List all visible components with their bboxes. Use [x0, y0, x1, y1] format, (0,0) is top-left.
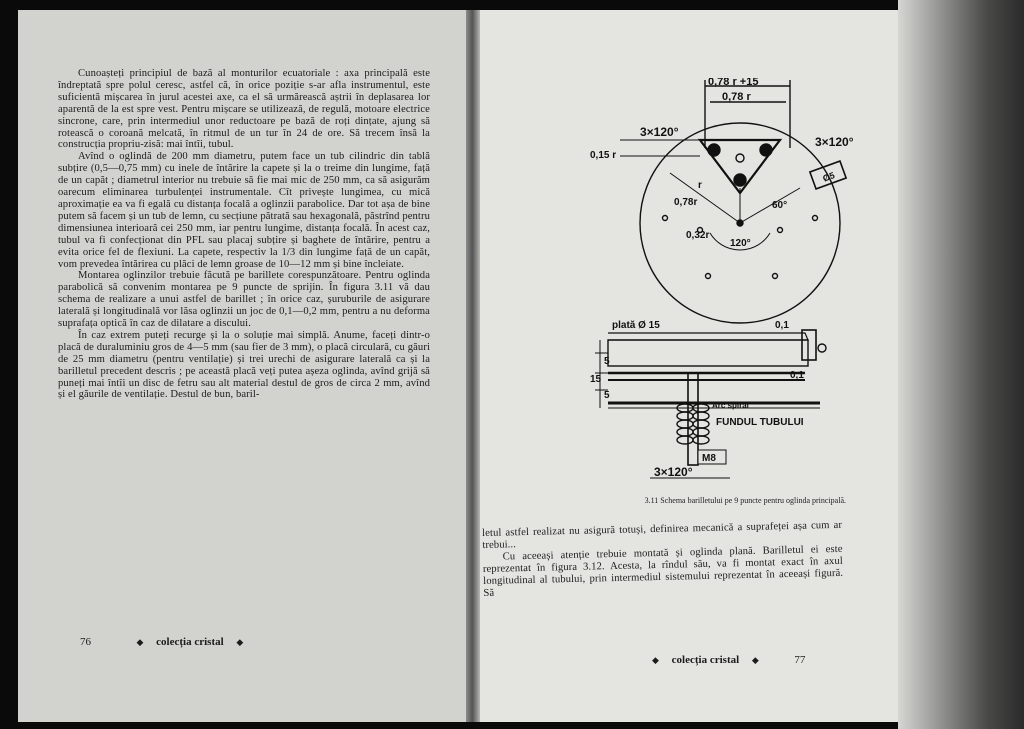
paragraph: Cu aceeași atenție trebuie montată și oglinda plană. Barilletul ei este reprezentat în figura 3.12. Acesta, la rîndul său, va fi montat exact în axul longitudinal al tubului, prin intermediul sistemului reprezentat în aceeași figură. Să [482, 543, 844, 599]
left-page-text [58, 68, 430, 401]
barillet-diagram [590, 78, 890, 498]
diamond-icon: ◆ [751, 655, 759, 665]
label-angle-left: 3×120° [640, 125, 679, 139]
label-dim15: 15 [590, 374, 602, 385]
label-dim-top-inner: 0,78 r [722, 91, 751, 103]
label-r032: 0,32r [686, 230, 710, 241]
label-dim5a: 5 [604, 356, 610, 367]
paragraph: În caz extrem puteți recurge și la o soluție mai simplă. Anume, faceți dintr-o placă de duraluminiu gros de 4—5 mm (sau fier de 3 mm), o placă circulară, cu găuri de 25 mm diametru (pentru ventilație) și trei urechi de asigurare laterală ca și la barilletul precedent descris ; pe această placă veți putea așeza oglinda, avînd grijă să puneți mai întîi un disc de fetru sau alt material destul de gros de circa 2 mm, avînd și el găurile de ventilație. Destul de bun, baril- [58, 329, 430, 401]
paragraph: Montarea oglinzilor trebuie făcută pe barillete corespunzătoare. Pentru oglinda parabolică să convenim montarea pe 9 puncte de sprijin. În figura 3.11 vă dau schema de realizare a unui astfel de barillet ; în orice caz, șuruburile de asigurare laterală și longitudinală vor lăsa oglinzii un joc de 0,1—0,2 mm, pentru a nu deforma suprafața optică în caz de dilatare a discului. [58, 270, 430, 330]
diamond-icon: ◆ [236, 637, 244, 647]
page-number: 76 [80, 636, 91, 648]
label-gap-side: 0,1 [790, 370, 804, 381]
right-page-text [482, 520, 844, 600]
label-angle120: 120° [730, 238, 751, 249]
left-footer [80, 636, 243, 648]
right-footer [652, 654, 805, 666]
page-number: 77 [794, 654, 806, 666]
paragraph: Cunoașteți principiul de bază al monturilor ecuatoriale : axa principală este îndreptată spre polul ceresc, astfel că, în orice poziție s-ar afla instrumentul, este suficientă mișcarea în jurul acestei axe, ca el să urmărească aștrii în deplasarea lor aparentă de la est spre vest. Pentru mișcare se utilizează, de regulă, motoare electrice sincrone, care, prin intermediul unor reductoare pe bază de roți dințate, ajung să rotească o coroană melcată, în ritmul de un tur în 24 de ore. Să trecem însă la construcția propriu-zisă: mai întîi, tubul. [58, 68, 430, 151]
label-side-box: Ø5 [821, 170, 837, 184]
label-tube-bottom: FUNDUL TUBULUI [716, 417, 804, 428]
paragraph: Avînd o oglindă de 200 mm diametru, putem face un tub cilindric din tablă subțire (0,5—0,75 mm) cu inele de întărire la capete și la o treime din lungime, față de un capăt ; diametrul interior nu trebuie să fie mai mic de 250 mm, ca să asigurăm oarecum eliminarea turbulenței instrumentale. Cît privește lungimea, cu mică aproximație ea va fi egală cu distanța focală a oglinzii parabolice. Dar tot așa de bine putem să facem și un tub de lemn, cu secțiune pătrată sau hexagonală, păstrînd pentru dimensiunea interioară cei 250 mm, iar pentru lungime, distanța focală. În acest caz, tubul va fi confecționat din PFL sau placaj subțire și baghete de întărire, pentru a evita orice fel de flexiuni. La capete, respectiv la 1/3 din lungime față de un capăt, vom prevedea întărirea cu plăci de lemn groase de 10—12 mm și bine încleiate. [58, 151, 430, 270]
label-angle-right: 3×120° [815, 135, 854, 149]
series-name: colecția cristal [671, 654, 740, 666]
label-r078: 0,78r [674, 197, 698, 208]
paragraph: letul astfel realizat nu asigură totuși, definirea mecanică a suprafeței așa cum ar trebui... [482, 519, 843, 551]
label-dim5b: 5 [604, 390, 610, 401]
book-gutter [466, 10, 480, 722]
diamond-icon: ◆ [652, 655, 659, 665]
label-spring: Arc spiral [712, 401, 749, 410]
series-name: colecția cristal [156, 636, 224, 648]
label-radius: r [698, 180, 702, 191]
label-offset: 0,15 r [590, 150, 617, 161]
label-plate: plată Ø 15 [612, 320, 660, 331]
label-angle-bottom: 3×120° [654, 465, 693, 479]
label-screw: M8 [702, 453, 716, 464]
label-dim-top-outer: 0,78 r +15 [708, 78, 759, 88]
label-angle60: 60° [772, 200, 788, 211]
label-gap-top: 0,1 [775, 320, 789, 331]
page-edge-shadow [898, 0, 1024, 729]
figure-caption: 3.11 Schema barilletului pe 9 puncte pentru oglinda principală. [644, 496, 846, 505]
diamond-icon: ◆ [136, 637, 144, 647]
